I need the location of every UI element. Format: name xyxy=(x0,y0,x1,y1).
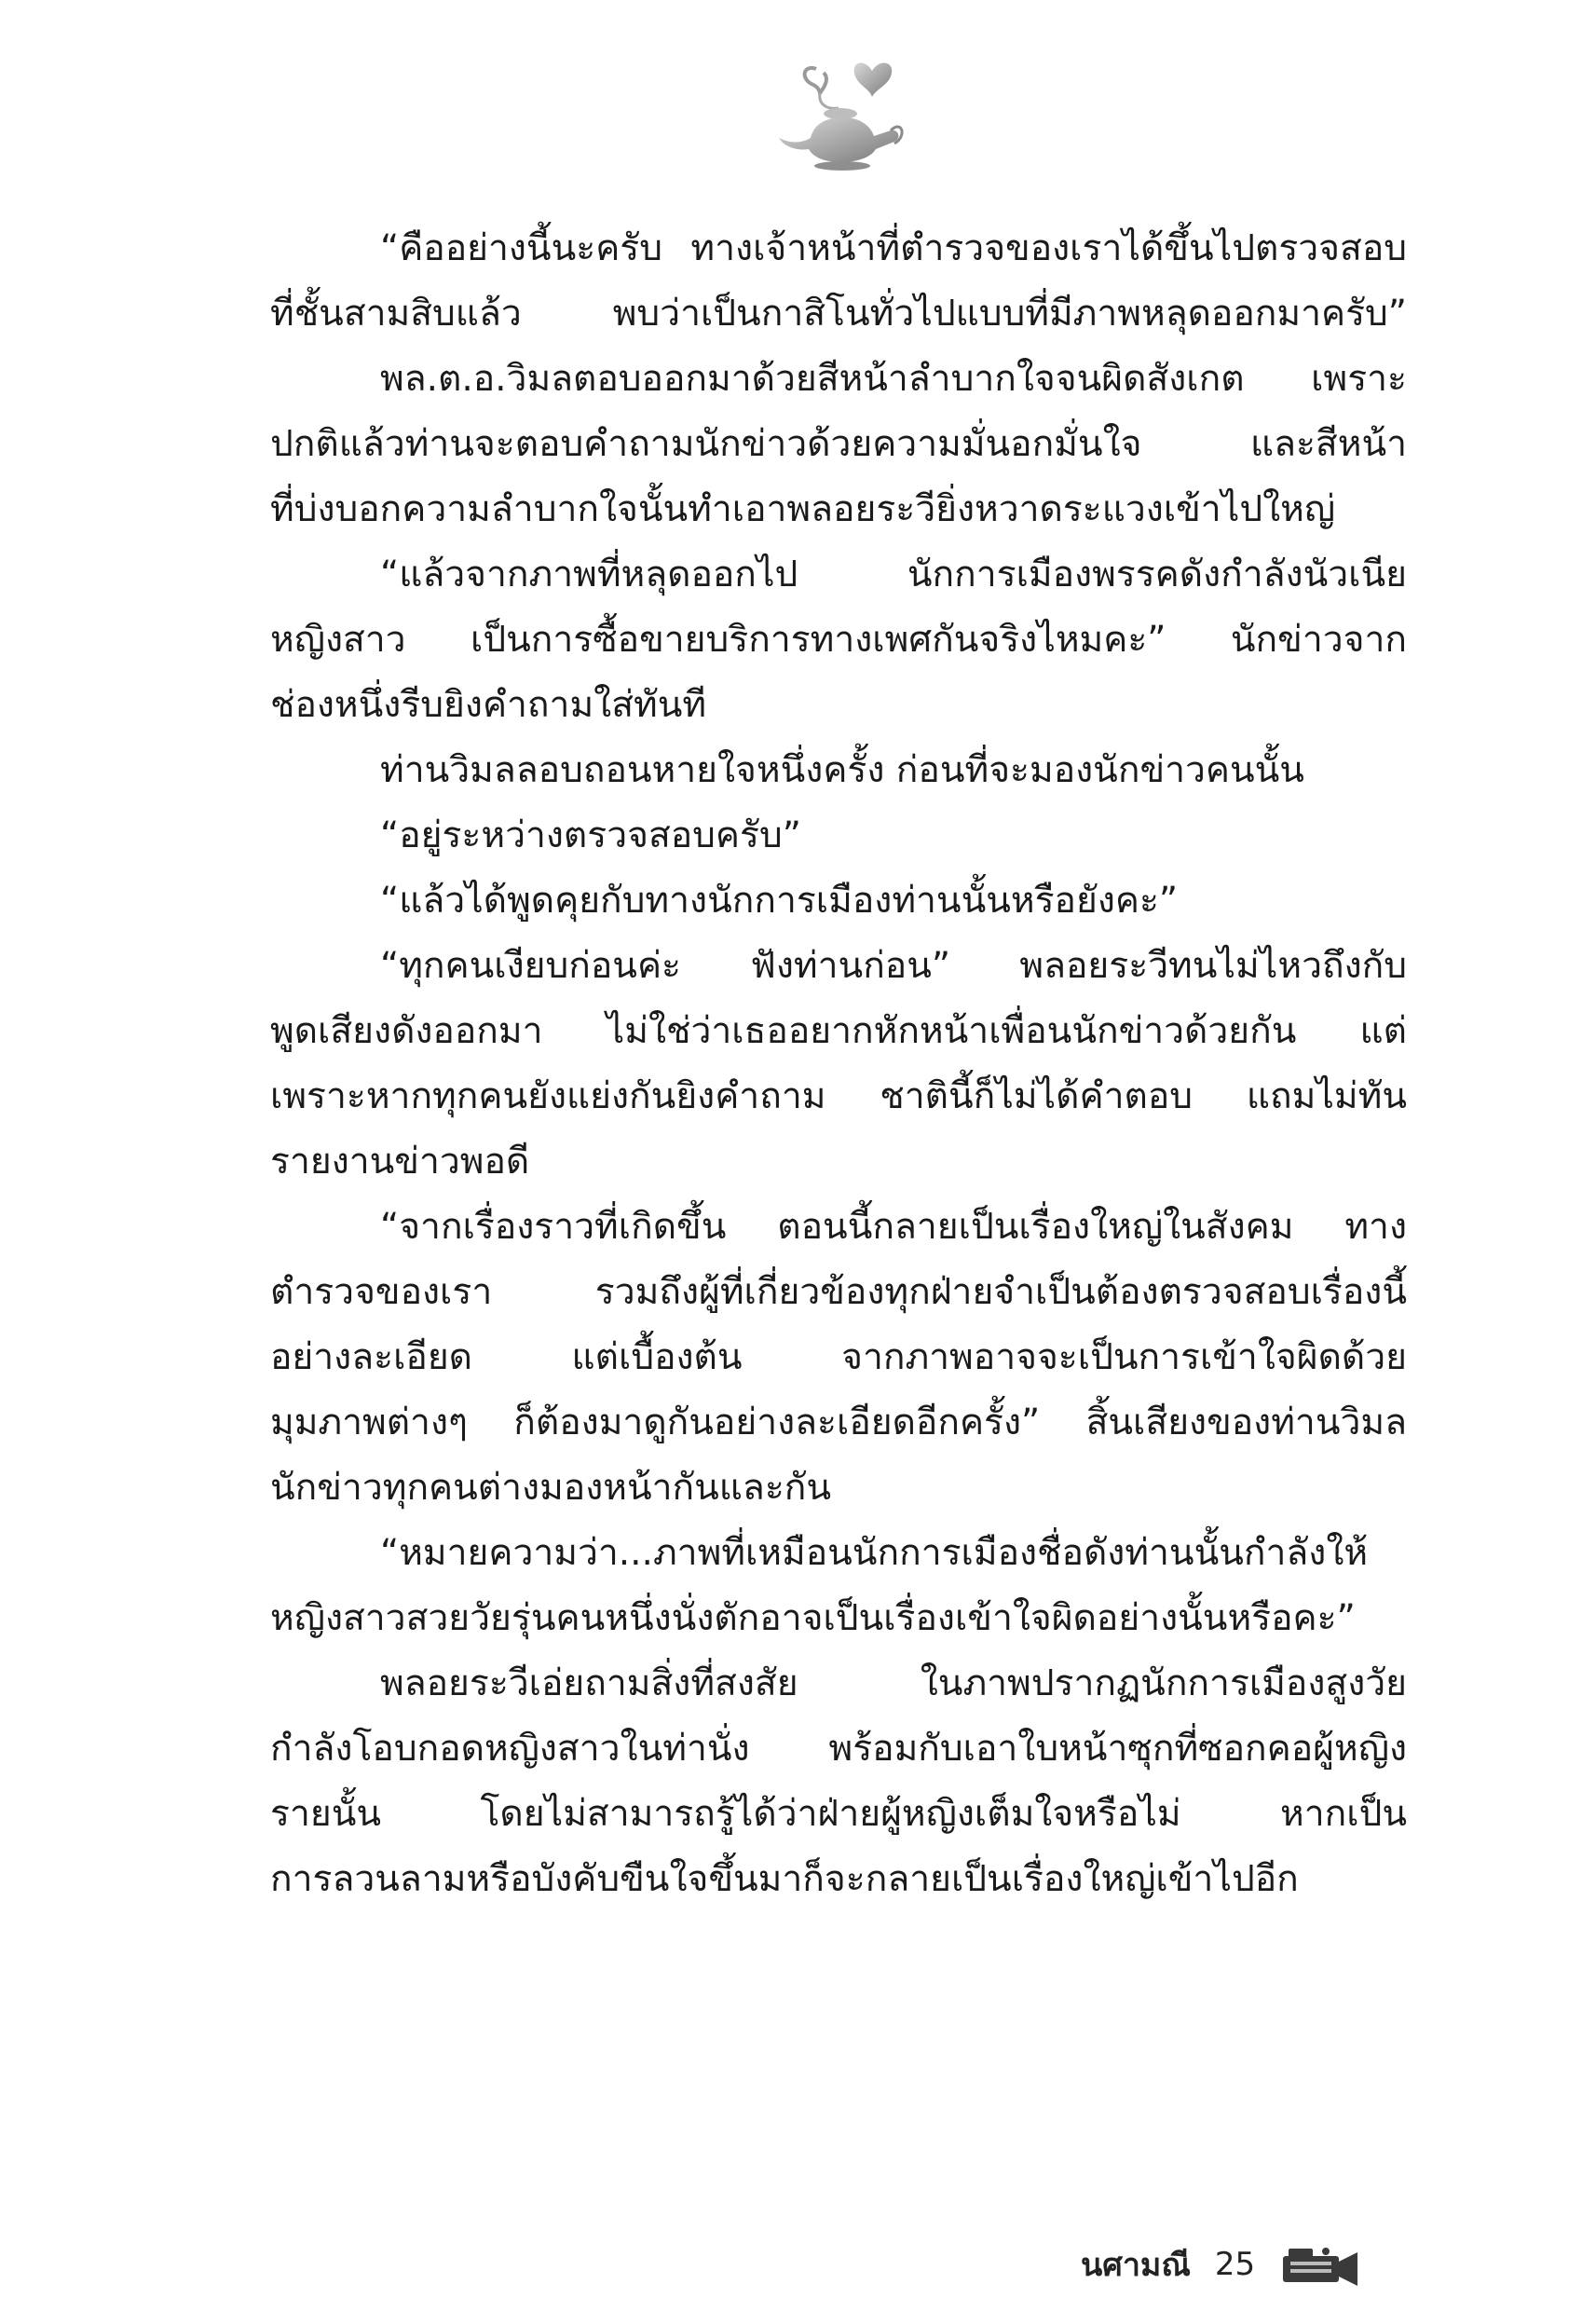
body-line: เพราะหากทุกคนยังแย่งกันยิงคำถาม ชาตินี้ก็ไม่ได้คำตอบ แถมไม่ทัน xyxy=(270,1075,1407,1117)
page-number: 25 xyxy=(1214,2246,1256,2283)
body-line: หญิงสาวสวยวัยรุ่นคนหนึ่งนั่งตักอาจเป็นเรื่องเข้าใจผิดอย่างนั้นหรือคะ” xyxy=(270,1597,1356,1639)
body-line: มุมภาพต่างๆ ก็ต้องมาดูกันอย่างละเอียดอีกครั้ง” สิ้นเสียงของท่านวิมล xyxy=(270,1402,1407,1443)
magic-lamp-ornament-icon xyxy=(762,52,911,173)
body-line: อย่างละเอียด แต่เบื้องต้น จากภาพอาจจะเป็นการเข้าใจผิดด้วย xyxy=(270,1336,1407,1378)
body-line: “ทุกคนเงียบก่อนค่ะ ฟังท่านก่อน” พลอยระวีทนไม่ไหวถึงกับ xyxy=(380,945,1407,987)
body-line: พูดเสียงดังออกมา ไม่ใช่ว่าเธออยากหักหน้าเพื่อนนักข่าวด้วยกัน แต่ xyxy=(270,1010,1407,1052)
body-line: “แล้วจากภาพที่หลุดออกไป นักการเมืองพรรคดังกำลังนัวเนีย xyxy=(380,554,1407,595)
body-line: รายงานข่าวพอดี xyxy=(270,1141,530,1183)
book-title: นศามณี xyxy=(1081,2247,1191,2284)
body-line: “จากเรื่องราวที่เกิดขึ้น ตอนนี้กลายเป็นเรื่องใหญ่ในสังคม ทาง xyxy=(380,1206,1407,1248)
body-line: ช่องหนึ่งรีบยิงคำถามใส่ทันที xyxy=(270,684,707,726)
body-line: พล.ต.อ.วิมลตอบออกมาด้วยสีหน้าลำบากใจจนผิดสังเกต เพราะ xyxy=(380,358,1407,400)
body-line: พลอยระวีเอ่ยถามสิ่งที่สงสัย ในภาพปรากฏนักการเมืองสูงวัย xyxy=(380,1662,1407,1704)
body-line: นักข่าวทุกคนต่างมองหน้ากันและกัน xyxy=(270,1467,832,1509)
body-line: “อยู่ระหว่างตรวจสอบครับ” xyxy=(380,814,801,856)
body-line: ที่บ่งบอกความลำบากใจนั้นทำเอาพลอยระวียิ่งหวาดระแวงเข้าไปใหญ่ xyxy=(270,488,1336,530)
body-line: “แล้วได้พูดคุยกับทางนักการเมืองท่านนั้นหรือยังคะ” xyxy=(380,880,1179,922)
body-line: ตำรวจของเรา รวมถึงผู้ที่เกี่ยวข้องทุกฝ่ายจำเป็นต้องตรวจสอบเรื่องนี้ xyxy=(270,1271,1407,1313)
page-footer xyxy=(1081,2241,1359,2288)
body-line: ท่านวิมลลอบถอนหายใจหนึ่งครั้ง ก่อนที่จะมองนักข่าวคนนั้น xyxy=(380,749,1304,791)
body-line: หญิงสาว เป็นการซื้อขายบริการทางเพศกันจริงไหมคะ” นักข่าวจาก xyxy=(270,619,1407,661)
body-line: ปกติแล้วท่านจะตอบคำถามนักข่าวด้วยความมั่นอกมั่นใจ และสีหน้า xyxy=(270,423,1407,465)
body-line: ที่ชั้นสามสิบแล้ว พบว่าเป็นกาสิโนทั่วไปแบบที่มีภาพหลุดออกมาครับ” xyxy=(270,293,1407,335)
body-line: “หมายความว่า...ภาพที่เหมือนนักการเมืองชื่อดังท่านนั้นกำลังให้ xyxy=(380,1532,1369,1574)
body-line: กำลังโอบกอดหญิงสาวในท่านั่ง พร้อมกับเอาใบหน้าซุกที่ซอกคอผู้หญิง xyxy=(270,1728,1407,1770)
body-line: การลวนลามหรือบังคับขืนใจขึ้นมาก็จะกลายเป็นเรื่องใหญ่เข้าไปอีก xyxy=(270,1858,1299,1900)
body-line: “คืออย่างนี้นะครับ ทางเจ้าหน้าที่ตำรวจของเราได้ขึ้นไปตรวจสอบ xyxy=(380,227,1407,269)
body-line: รายนั้น โดยไม่สามารถรู้ได้ว่าฝ่ายผู้หญิงเต็มใจหรือไม่ หากเป็น xyxy=(270,1793,1407,1835)
body-text xyxy=(270,216,1407,1912)
video-camera-icon xyxy=(1281,2243,1359,2286)
